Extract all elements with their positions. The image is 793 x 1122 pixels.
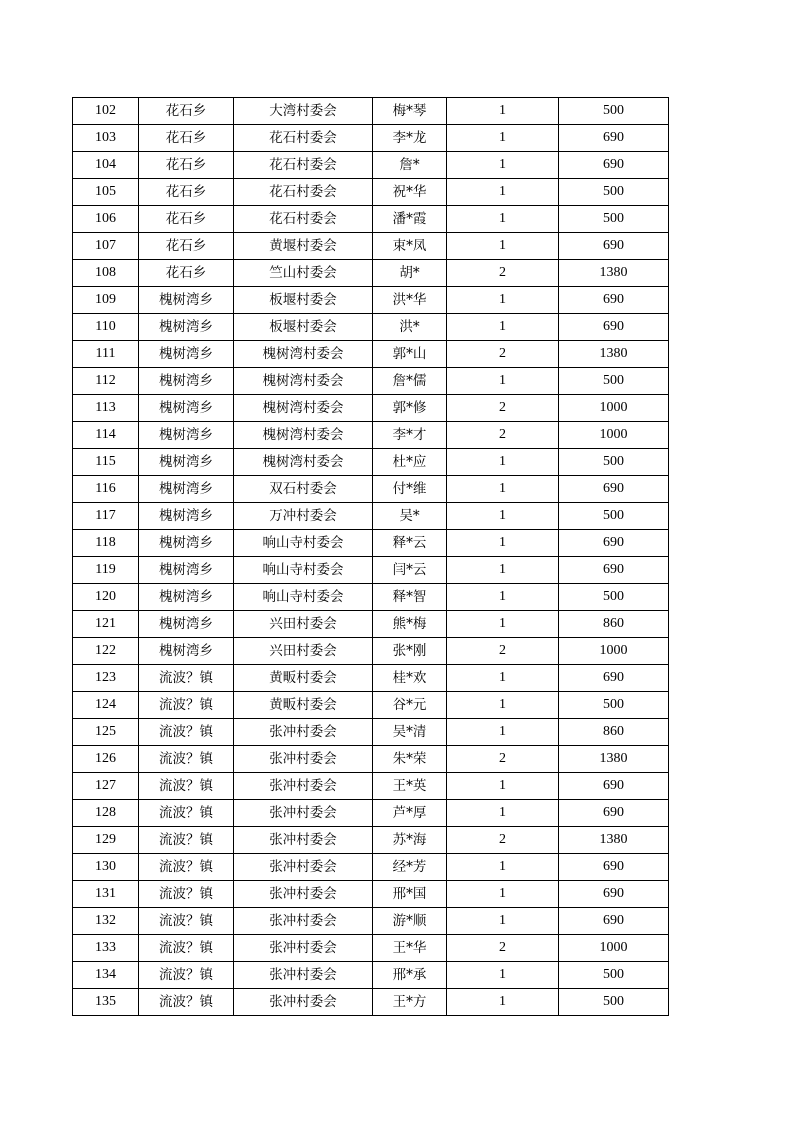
village-committee-cell: 槐树湾村委会 xyxy=(234,395,373,422)
row-number-cell: 102 xyxy=(73,98,139,125)
table-row xyxy=(73,962,669,989)
village-committee-cell: 兴田村委会 xyxy=(234,611,373,638)
township-cell: 流波？镇 xyxy=(139,800,234,827)
count-cell: 1 xyxy=(447,962,559,989)
amount-cell: 1380 xyxy=(559,827,669,854)
village-committee-cell: 张冲村委会 xyxy=(234,827,373,854)
village-committee-cell: 响山寺村委会 xyxy=(234,557,373,584)
township-cell: 槐树湾乡 xyxy=(139,584,234,611)
amount-cell: 690 xyxy=(559,314,669,341)
table-row xyxy=(73,125,669,152)
table-row xyxy=(73,179,669,206)
amount-cell: 690 xyxy=(559,152,669,179)
township-cell: 花石乡 xyxy=(139,98,234,125)
township-cell: 流波？镇 xyxy=(139,908,234,935)
name-cell: 李*龙 xyxy=(373,125,447,152)
table-row xyxy=(73,611,669,638)
village-committee-cell: 双石村委会 xyxy=(234,476,373,503)
table-row xyxy=(73,908,669,935)
row-number-cell: 120 xyxy=(73,584,139,611)
township-cell: 流波？镇 xyxy=(139,935,234,962)
name-cell: 洪* xyxy=(373,314,447,341)
township-cell: 流波？镇 xyxy=(139,665,234,692)
amount-cell: 690 xyxy=(559,125,669,152)
count-cell: 2 xyxy=(447,827,559,854)
village-committee-cell: 兴田村委会 xyxy=(234,638,373,665)
row-number-cell: 122 xyxy=(73,638,139,665)
count-cell: 1 xyxy=(447,854,559,881)
row-number-cell: 132 xyxy=(73,908,139,935)
count-cell: 1 xyxy=(447,719,559,746)
count-cell: 1 xyxy=(447,692,559,719)
table-row xyxy=(73,233,669,260)
table-row xyxy=(73,881,669,908)
amount-cell: 1000 xyxy=(559,395,669,422)
name-cell: 吴* xyxy=(373,503,447,530)
count-cell: 1 xyxy=(447,179,559,206)
township-cell: 流波？镇 xyxy=(139,746,234,773)
table-row xyxy=(73,287,669,314)
table-row xyxy=(73,530,669,557)
row-number-cell: 109 xyxy=(73,287,139,314)
township-cell: 花石乡 xyxy=(139,125,234,152)
table-row xyxy=(73,719,669,746)
township-cell: 槐树湾乡 xyxy=(139,368,234,395)
count-cell: 1 xyxy=(447,449,559,476)
row-number-cell: 124 xyxy=(73,692,139,719)
count-cell: 1 xyxy=(447,503,559,530)
township-cell: 槐树湾乡 xyxy=(139,314,234,341)
village-committee-cell: 大湾村委会 xyxy=(234,98,373,125)
amount-cell: 1000 xyxy=(559,935,669,962)
name-cell: 梅*琴 xyxy=(373,98,447,125)
township-cell: 槐树湾乡 xyxy=(139,395,234,422)
row-number-cell: 123 xyxy=(73,665,139,692)
table-row xyxy=(73,827,669,854)
row-number-cell: 108 xyxy=(73,260,139,287)
amount-cell: 1380 xyxy=(559,260,669,287)
count-cell: 1 xyxy=(447,584,559,611)
name-cell: 詹* xyxy=(373,152,447,179)
table-row xyxy=(73,476,669,503)
village-committee-cell: 张冲村委会 xyxy=(234,746,373,773)
township-cell: 槐树湾乡 xyxy=(139,449,234,476)
name-cell: 熊*梅 xyxy=(373,611,447,638)
row-number-cell: 106 xyxy=(73,206,139,233)
amount-cell: 500 xyxy=(559,179,669,206)
township-cell: 花石乡 xyxy=(139,233,234,260)
data-table xyxy=(72,97,669,1016)
table-row xyxy=(73,368,669,395)
township-cell: 槐树湾乡 xyxy=(139,503,234,530)
township-cell: 流波？镇 xyxy=(139,962,234,989)
amount-cell: 690 xyxy=(559,908,669,935)
amount-cell: 690 xyxy=(559,287,669,314)
count-cell: 1 xyxy=(447,773,559,800)
row-number-cell: 103 xyxy=(73,125,139,152)
name-cell: 释*智 xyxy=(373,584,447,611)
name-cell: 朱*荣 xyxy=(373,746,447,773)
table-row xyxy=(73,935,669,962)
village-committee-cell: 槐树湾村委会 xyxy=(234,368,373,395)
table-row xyxy=(73,152,669,179)
township-cell: 流波？镇 xyxy=(139,827,234,854)
township-cell: 流波？镇 xyxy=(139,881,234,908)
table-row xyxy=(73,449,669,476)
name-cell: 洪*华 xyxy=(373,287,447,314)
count-cell: 1 xyxy=(447,665,559,692)
amount-cell: 1000 xyxy=(559,638,669,665)
amount-cell: 690 xyxy=(559,773,669,800)
table-row xyxy=(73,314,669,341)
township-cell: 花石乡 xyxy=(139,152,234,179)
table-row xyxy=(73,665,669,692)
table-row xyxy=(73,638,669,665)
township-cell: 流波？镇 xyxy=(139,719,234,746)
count-cell: 1 xyxy=(447,908,559,935)
count-cell: 2 xyxy=(447,746,559,773)
amount-cell: 690 xyxy=(559,881,669,908)
village-committee-cell: 板堰村委会 xyxy=(234,314,373,341)
row-number-cell: 118 xyxy=(73,530,139,557)
village-committee-cell: 张冲村委会 xyxy=(234,962,373,989)
amount-cell: 860 xyxy=(559,719,669,746)
village-committee-cell: 板堰村委会 xyxy=(234,287,373,314)
count-cell: 1 xyxy=(447,287,559,314)
village-committee-cell: 槐树湾村委会 xyxy=(234,341,373,368)
row-number-cell: 128 xyxy=(73,800,139,827)
township-cell: 槐树湾乡 xyxy=(139,341,234,368)
row-number-cell: 134 xyxy=(73,962,139,989)
village-committee-cell: 响山寺村委会 xyxy=(234,584,373,611)
name-cell: 张*刚 xyxy=(373,638,447,665)
row-number-cell: 117 xyxy=(73,503,139,530)
name-cell: 经*芳 xyxy=(373,854,447,881)
row-number-cell: 127 xyxy=(73,773,139,800)
table-row xyxy=(73,422,669,449)
name-cell: 付*维 xyxy=(373,476,447,503)
count-cell: 1 xyxy=(447,314,559,341)
township-cell: 流波？镇 xyxy=(139,989,234,1016)
name-cell: 吴*清 xyxy=(373,719,447,746)
table-row xyxy=(73,341,669,368)
amount-cell: 500 xyxy=(559,98,669,125)
amount-cell: 690 xyxy=(559,665,669,692)
row-number-cell: 129 xyxy=(73,827,139,854)
village-committee-cell: 花石村委会 xyxy=(234,206,373,233)
amount-cell: 500 xyxy=(559,449,669,476)
count-cell: 2 xyxy=(447,422,559,449)
village-committee-cell: 张冲村委会 xyxy=(234,881,373,908)
row-number-cell: 133 xyxy=(73,935,139,962)
name-cell: 芦*厚 xyxy=(373,800,447,827)
amount-cell: 690 xyxy=(559,233,669,260)
township-cell: 流波？镇 xyxy=(139,854,234,881)
name-cell: 祝*华 xyxy=(373,179,447,206)
count-cell: 1 xyxy=(447,125,559,152)
village-committee-cell: 竺山村委会 xyxy=(234,260,373,287)
table-row xyxy=(73,503,669,530)
count-cell: 1 xyxy=(447,206,559,233)
amount-cell: 500 xyxy=(559,989,669,1016)
amount-cell: 1380 xyxy=(559,341,669,368)
village-committee-cell: 张冲村委会 xyxy=(234,773,373,800)
name-cell: 李*才 xyxy=(373,422,447,449)
township-cell: 槐树湾乡 xyxy=(139,611,234,638)
name-cell: 杜*应 xyxy=(373,449,447,476)
township-cell: 槐树湾乡 xyxy=(139,476,234,503)
count-cell: 1 xyxy=(447,233,559,260)
row-number-cell: 125 xyxy=(73,719,139,746)
township-cell: 槐树湾乡 xyxy=(139,287,234,314)
table-row xyxy=(73,989,669,1016)
amount-cell: 690 xyxy=(559,854,669,881)
village-committee-cell: 张冲村委会 xyxy=(234,935,373,962)
amount-cell: 690 xyxy=(559,530,669,557)
amount-cell: 500 xyxy=(559,503,669,530)
name-cell: 束*凤 xyxy=(373,233,447,260)
row-number-cell: 119 xyxy=(73,557,139,584)
count-cell: 1 xyxy=(447,800,559,827)
village-committee-cell: 响山寺村委会 xyxy=(234,530,373,557)
table-row xyxy=(73,692,669,719)
name-cell: 谷*元 xyxy=(373,692,447,719)
amount-cell: 860 xyxy=(559,611,669,638)
count-cell: 2 xyxy=(447,260,559,287)
village-committee-cell: 槐树湾村委会 xyxy=(234,449,373,476)
table-row xyxy=(73,98,669,125)
amount-cell: 690 xyxy=(559,800,669,827)
township-cell: 槐树湾乡 xyxy=(139,557,234,584)
amount-cell: 500 xyxy=(559,368,669,395)
row-number-cell: 116 xyxy=(73,476,139,503)
count-cell: 1 xyxy=(447,881,559,908)
amount-cell: 500 xyxy=(559,206,669,233)
table-body xyxy=(73,98,669,1016)
count-cell: 1 xyxy=(447,98,559,125)
name-cell: 潘*霞 xyxy=(373,206,447,233)
village-committee-cell: 花石村委会 xyxy=(234,152,373,179)
name-cell: 桂*欢 xyxy=(373,665,447,692)
township-cell: 花石乡 xyxy=(139,260,234,287)
row-number-cell: 110 xyxy=(73,314,139,341)
row-number-cell: 131 xyxy=(73,881,139,908)
village-committee-cell: 张冲村委会 xyxy=(234,800,373,827)
row-number-cell: 130 xyxy=(73,854,139,881)
name-cell: 郭*山 xyxy=(373,341,447,368)
count-cell: 2 xyxy=(447,935,559,962)
row-number-cell: 126 xyxy=(73,746,139,773)
count-cell: 2 xyxy=(447,638,559,665)
row-number-cell: 104 xyxy=(73,152,139,179)
village-committee-cell: 黄畈村委会 xyxy=(234,665,373,692)
name-cell: 詹*儒 xyxy=(373,368,447,395)
count-cell: 1 xyxy=(447,557,559,584)
row-number-cell: 115 xyxy=(73,449,139,476)
row-number-cell: 114 xyxy=(73,422,139,449)
name-cell: 闫*云 xyxy=(373,557,447,584)
table-row xyxy=(73,557,669,584)
name-cell: 胡* xyxy=(373,260,447,287)
row-number-cell: 121 xyxy=(73,611,139,638)
name-cell: 王*方 xyxy=(373,989,447,1016)
table-row xyxy=(73,746,669,773)
count-cell: 2 xyxy=(447,395,559,422)
name-cell: 王*华 xyxy=(373,935,447,962)
township-cell: 槐树湾乡 xyxy=(139,530,234,557)
name-cell: 苏*海 xyxy=(373,827,447,854)
amount-cell: 1380 xyxy=(559,746,669,773)
amount-cell: 690 xyxy=(559,557,669,584)
count-cell: 1 xyxy=(447,476,559,503)
township-cell: 花石乡 xyxy=(139,206,234,233)
count-cell: 2 xyxy=(447,341,559,368)
row-number-cell: 135 xyxy=(73,989,139,1016)
row-number-cell: 113 xyxy=(73,395,139,422)
row-number-cell: 107 xyxy=(73,233,139,260)
township-cell: 槐树湾乡 xyxy=(139,422,234,449)
village-committee-cell: 花石村委会 xyxy=(234,125,373,152)
name-cell: 邢*承 xyxy=(373,962,447,989)
count-cell: 1 xyxy=(447,611,559,638)
table-row xyxy=(73,800,669,827)
name-cell: 释*云 xyxy=(373,530,447,557)
name-cell: 郭*修 xyxy=(373,395,447,422)
township-cell: 槐树湾乡 xyxy=(139,638,234,665)
village-committee-cell: 张冲村委会 xyxy=(234,989,373,1016)
village-committee-cell: 万冲村委会 xyxy=(234,503,373,530)
row-number-cell: 105 xyxy=(73,179,139,206)
table-row xyxy=(73,206,669,233)
row-number-cell: 112 xyxy=(73,368,139,395)
village-committee-cell: 张冲村委会 xyxy=(234,854,373,881)
amount-cell: 1000 xyxy=(559,422,669,449)
village-committee-cell: 黄堰村委会 xyxy=(234,233,373,260)
table-row xyxy=(73,260,669,287)
amount-cell: 500 xyxy=(559,692,669,719)
table-row xyxy=(73,854,669,881)
township-cell: 花石乡 xyxy=(139,179,234,206)
count-cell: 1 xyxy=(447,989,559,1016)
row-number-cell: 111 xyxy=(73,341,139,368)
count-cell: 1 xyxy=(447,368,559,395)
name-cell: 游*顺 xyxy=(373,908,447,935)
table-row xyxy=(73,395,669,422)
table-row xyxy=(73,773,669,800)
count-cell: 1 xyxy=(447,152,559,179)
name-cell: 邢*国 xyxy=(373,881,447,908)
count-cell: 1 xyxy=(447,530,559,557)
township-cell: 流波？镇 xyxy=(139,773,234,800)
amount-cell: 500 xyxy=(559,584,669,611)
amount-cell: 690 xyxy=(559,476,669,503)
table-row xyxy=(73,584,669,611)
village-committee-cell: 张冲村委会 xyxy=(234,908,373,935)
amount-cell: 500 xyxy=(559,962,669,989)
village-committee-cell: 张冲村委会 xyxy=(234,719,373,746)
village-committee-cell: 花石村委会 xyxy=(234,179,373,206)
name-cell: 王*英 xyxy=(373,773,447,800)
township-cell: 流波？镇 xyxy=(139,692,234,719)
village-committee-cell: 槐树湾村委会 xyxy=(234,422,373,449)
village-committee-cell: 黄畈村委会 xyxy=(234,692,373,719)
